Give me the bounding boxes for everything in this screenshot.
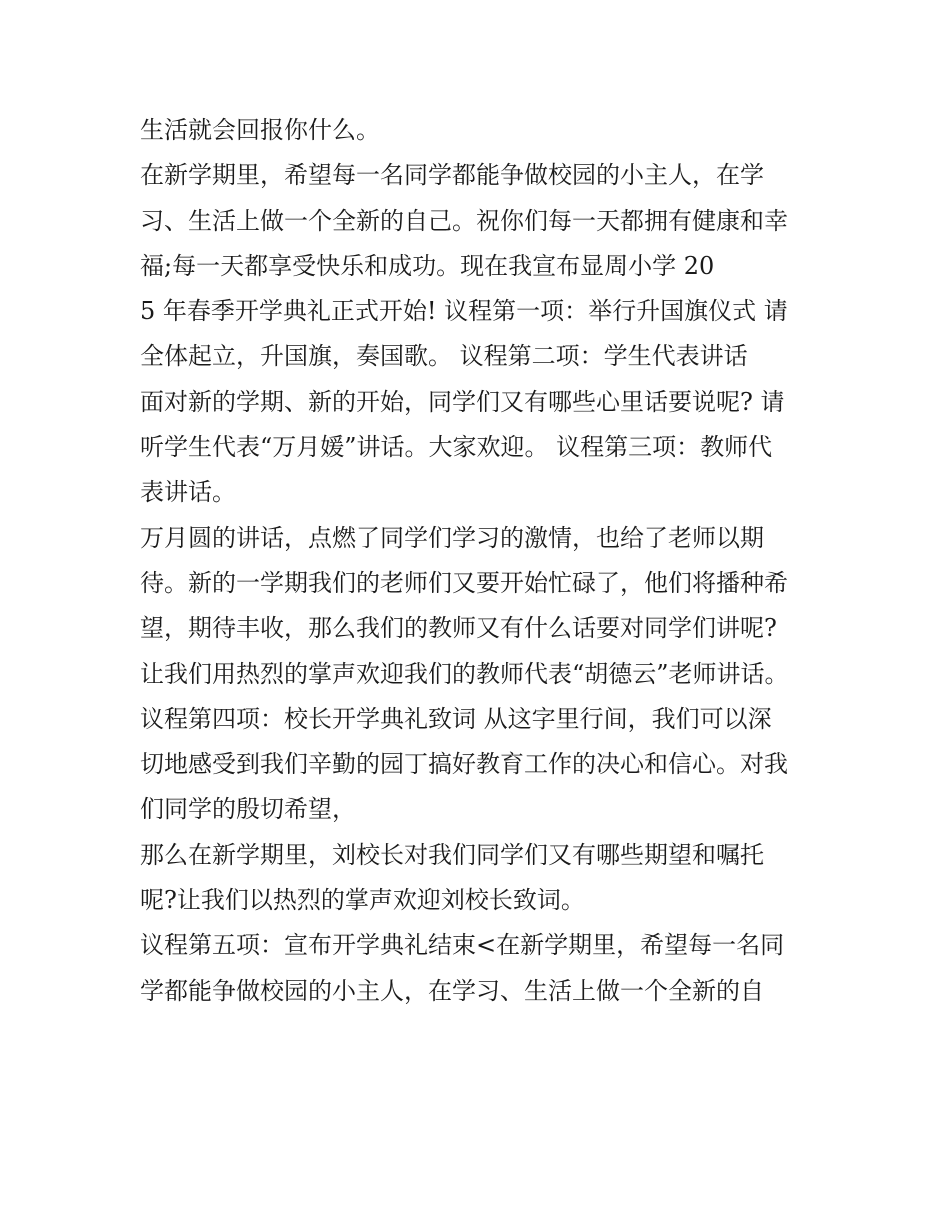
text-line: 万月圆的讲话，点燃了同学们学习的激情，也给了老师以期 bbox=[140, 523, 764, 552]
text-line: 呢?让我们以热烈的掌声欢迎刘校长致词。 bbox=[140, 886, 585, 915]
text-line: 在新学期里，希望每一名同学都能争做校园的小主人，在学 bbox=[140, 161, 764, 190]
text-line: 们同学的殷切希望， bbox=[140, 795, 356, 824]
text-line: 议程第四项：校长开学典礼致词 从这字里行间，我们可以深 bbox=[140, 704, 772, 733]
text-line: 全体起立，升国旗，奏国歌。 议程第二项：学生代表讲话 bbox=[140, 342, 748, 371]
text-line: 议程第五项：宣布开学典礼结束<在新学期里，希望每一名同 bbox=[140, 931, 785, 960]
text-line: 待。新的一学期我们的老师们又要开始忙碌了，他们将播种希 bbox=[140, 568, 788, 597]
text-line: 生活就会回报你什么。 bbox=[140, 116, 380, 144]
text-line: 习、生活上做一个全新的自己。祝你们每一天都拥有健康和幸 bbox=[140, 206, 788, 235]
text-line: 听学生代表“万月媛”讲话。大家欢迎。 议程第三项：教师代 bbox=[140, 433, 773, 462]
text-line: 5 年春季开学典礼正式开始! 议程第一项：举行升国旗仪式 请 bbox=[140, 297, 788, 326]
text-line: 学都能争做校园的小主人，在学习、生活上做一个全新的自 bbox=[140, 976, 764, 1005]
text-line: 福;每一天都享受快乐和成功。现在我宣布显周小学 20 bbox=[140, 251, 715, 280]
text-line: 那么在新学期里，刘校长对我们同学们又有哪些期望和嘱托 bbox=[140, 840, 764, 869]
document-body bbox=[140, 108, 820, 1014]
text-line: 让我们用热烈的掌声欢迎我们的教师代表“胡德云”老师讲话。 bbox=[140, 659, 789, 688]
text-line: 切地感受到我们辛勤的园丁搞好教育工作的决心和信心。对我 bbox=[140, 750, 788, 779]
text-line: 表讲话。 bbox=[140, 478, 236, 507]
text-line: 面对新的学期、新的开始，同学们又有哪些心里话要说呢? 请 bbox=[140, 387, 785, 416]
text-line: 望，期待丰收，那么我们的教师又有什么话要对同学们讲呢? bbox=[140, 614, 777, 643]
